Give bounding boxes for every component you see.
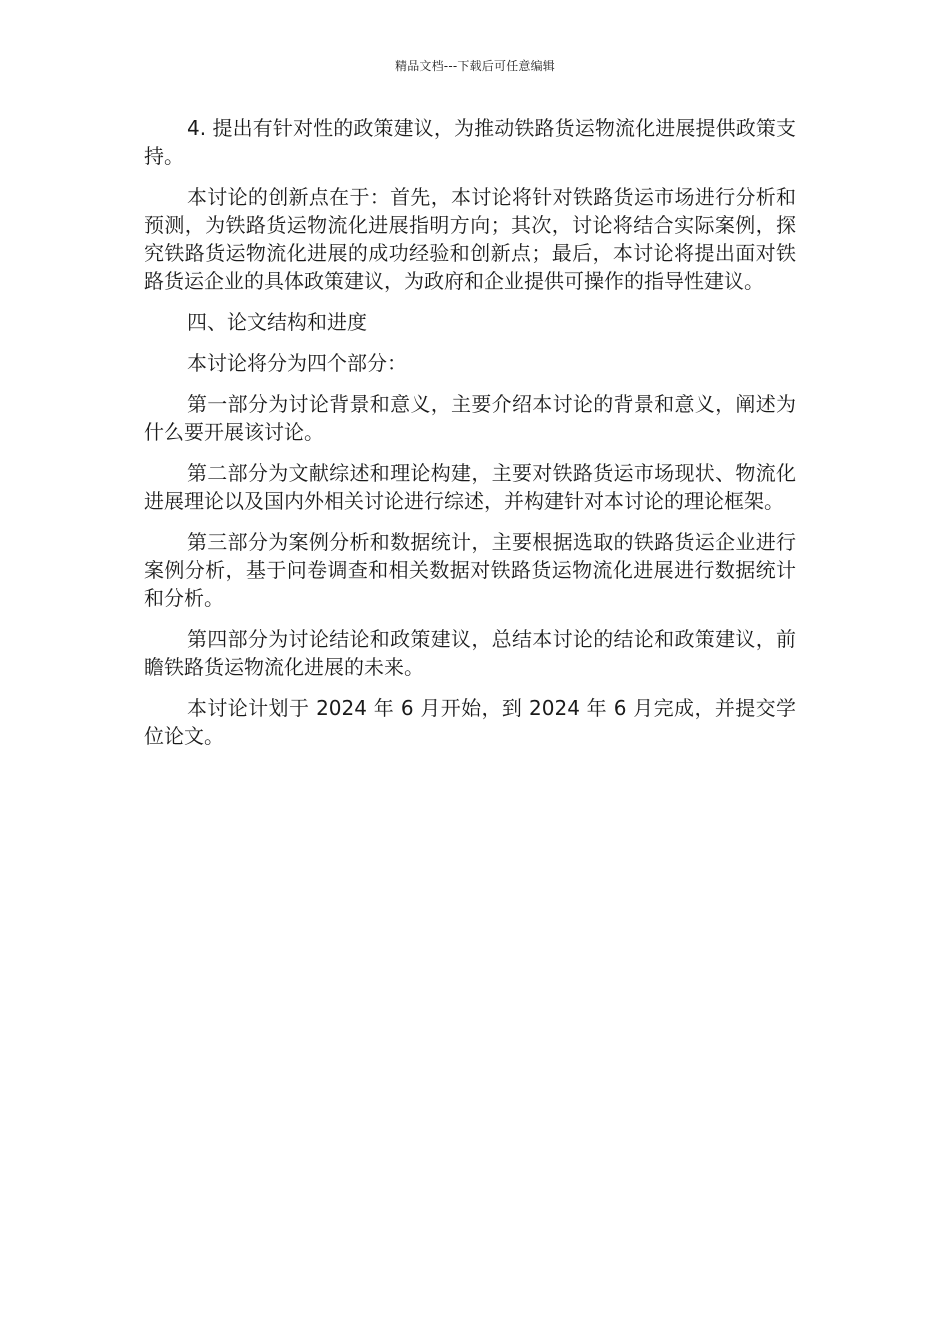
paragraph-part-one: 第一部分为讨论背景和意义，主要介绍本讨论的背景和意义，阐述为什么要开展该讨论。 (144, 392, 796, 444)
page-header: 精品文档---下载后可任意编辑 (395, 59, 555, 73)
section-heading-structure: 四、论文结构和进度 (187, 310, 367, 334)
paragraph-part-two: 第二部分为文献综述和理论构建，主要对铁路货运市场现状、物流化进展理论以及国内外相关讨论进行综述，并构建针对本讨论的理论框架。 (144, 461, 796, 513)
document-body (144, 114, 796, 763)
paragraph-part-three: 第三部分为案例分析和数据统计，主要根据选取的铁路货运企业进行案例分析，基于问卷调查和相关数据对铁路货运物流化进展进行数据统计和分析。 (144, 530, 796, 610)
paragraph-four-parts: 本讨论将分为四个部分： (187, 351, 407, 375)
paragraph-schedule: 本讨论计划于 2024 年 6 月开始，到 2024 年 6 月完成，并提交学位论文。 (144, 696, 796, 748)
paragraph-policy-support: 4. 提出有针对性的政策建议，为推动铁路货运物流化进展提供政策支持。 (144, 116, 796, 168)
paragraph-innovation: 本讨论的创新点在于：首先，本讨论将针对铁路货运市场进行分析和预测，为铁路货运物流化进展指明方向；其次，讨论将结合实际案例，探究铁路货运物流化进展的成功经验和创新点；最后，本讨论将提出面对铁路货运企业的具体政策建议，为政府和企业提供可操作的指导性建议。 (144, 185, 796, 293)
paragraph-part-four: 第四部分为讨论结论和政策建议，总结本讨论的结论和政策建议，前瞻铁路货运物流化进展的未来。 (144, 627, 796, 679)
